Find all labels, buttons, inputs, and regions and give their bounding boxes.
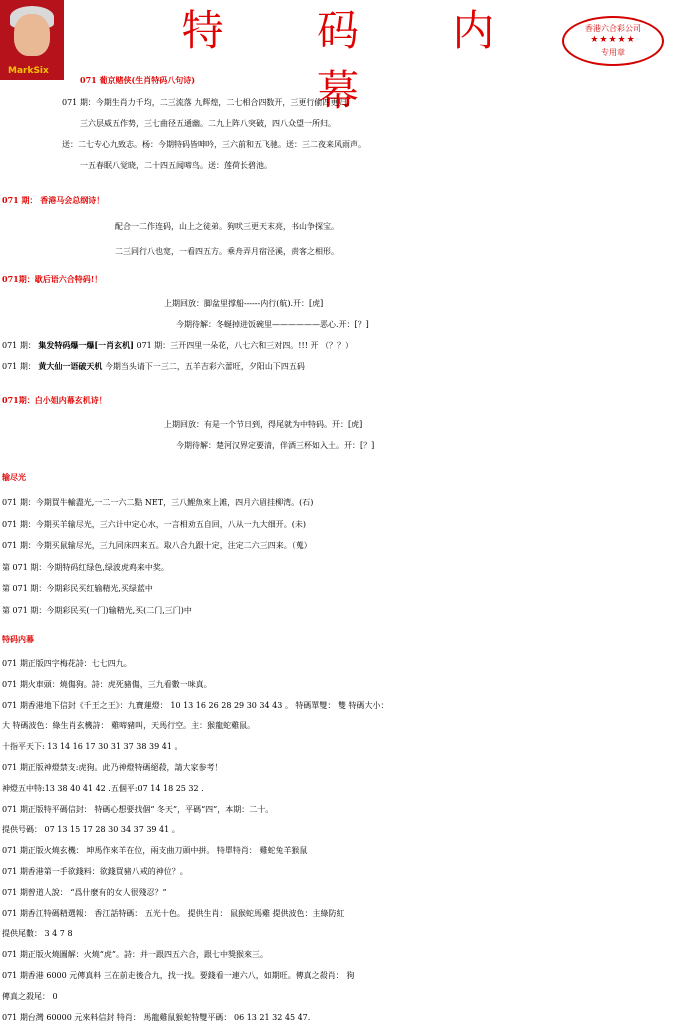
list-item: 071 期正版神燈禁支:虎狗。此乃神燈特碼絕殺，請大家参考！: [2, 762, 223, 772]
poem-line: 配合一二作连码，山上之徒弟。狗吠三更天末亮，书山争探宝。: [115, 222, 339, 231]
list-item: 071 期火車頭：燒傷狗。詩：虎死豬傷，三九看數一味真。: [2, 679, 212, 689]
list-item: 071 期正版火燒圖解：火燒“虎”。詩：并一跟四五六合，跟七中獎猴來三。: [2, 950, 268, 960]
section-lose-all: [0, 462, 690, 621]
poem-line: 送：二七专心九致志。杨：今期特码皆呻吟，三六前和五飞驰。送：三二夜来风雨声。: [62, 140, 366, 149]
list-item: 071 期正版特平碼信封： 特碼心想要找個“ 冬天”，平碼“四”，本期：二十。: [2, 804, 274, 814]
section-jockey-club-poem: [0, 186, 690, 264]
list-item: 071 期香港第一手欲錢料：欲錢買豬八戒的神位？。: [2, 866, 188, 876]
portrait-face: [14, 14, 50, 56]
section-heading: 071期：歇后语六合特码!！: [2, 274, 103, 284]
poem-line: 二三同行八也宽，一看四五方。乘舟弄月宿泾溪，责客之相形。: [115, 247, 339, 256]
list-item: 071 期正版火燒玄機： 坤馬作來羊在位，兩支曲刀頭中拼。 特單特肖： 雞蛇兔羊猴鼠: [2, 846, 308, 856]
highlight-text: 黄大仙一语破天机: [38, 361, 103, 371]
period-label: 071 期：: [2, 362, 36, 371]
list-item: 071 期：今期买羊输尽光，三六计中定心水，一言相劝五自回，八从一九大细开。(未): [2, 519, 307, 529]
list-item: 第 071 期：今期彩民买(一门)输精光,买(二门,三门)中: [2, 605, 192, 615]
period-label: 071 期：: [2, 341, 36, 350]
poem-line: 071 期：今期生肖力千均，二三流落 九辉煌，二七相合四数开，三更行偷四更归。: [62, 98, 355, 107]
section-special-code-insider: [0, 624, 690, 1028]
list-item: 071 期正版四字梅花詩：七七四九。: [2, 659, 132, 668]
seal-bottom-text: 专用章: [601, 48, 625, 57]
list-item: 傳真之殺尾： 0: [2, 991, 58, 1001]
page-title: 特 码 内 幕: [181, 6, 535, 115]
proverb-row: [0, 335, 690, 356]
list-item: 071 期香江特碼精選報： 香江話特碼： 五光十色。 提供生肖： 鼠猴蛇馬雞 提供波色：主綠防紅: [2, 908, 345, 918]
list-item: 提供号碼： 07 13 15 17 28 30 34 37 39 41 。: [2, 825, 180, 835]
poem-line: 三六层威五作势，三七曲径五通幽。二九上阵八突破，四八众望一所归。: [80, 119, 336, 128]
list-item: 071 期香港 6000 元傳真料 三在前走後合九，找一找。要錢看一連六八，如期旺。傳真之殺肖： 狗: [2, 970, 355, 980]
section-gambler-poem: [0, 68, 690, 176]
section-miss-white: [0, 386, 690, 456]
seal-stars: ★★★★★: [590, 35, 636, 45]
this-period-riddle: 今期待解：楚河汉界定要清，伴酒三杯如入土。开：[？]: [176, 441, 375, 450]
list-item: 071 期：今期买鼠输尽光，三九同床四来五。取八合九跟十定，注定二六三四来。（蒐）: [2, 541, 312, 550]
last-period-replay: 上期回放：有是一个节日到，得尾就为中特码。开：[虎]: [164, 420, 363, 429]
company-seal: [562, 16, 664, 66]
list-item: 十指平天下: 13 14 16 17 30 31 37 38 39 41 。: [2, 742, 183, 752]
highlight-text: 集发特码爆一爆[一肖玄机]: [38, 340, 134, 350]
list-item: 071 期台灣 60000 元來料信封 特肖： 馬龍雞鼠猴蛇特雙平碼： 06 13 21 32 45 47.: [2, 1012, 311, 1022]
list-item: 071 期：今期買牛輸盡光,一二一六二點 NET，三八鯉魚來上滩，四月六眉挂柳湾。(石): [2, 498, 314, 507]
row-text: 071 期：三开四里一朵花，八七六和三对四。!!! 开 （？？）: [136, 341, 354, 350]
list-item: 第 071 期：今期彩民买红输精光,买绿蓝中: [2, 584, 153, 593]
section-heading: 071期：白小姐内幕玄机诗！: [2, 395, 107, 405]
list-item: 第 071 期：今期特码红绿色,绿波虎鸡来中奖。: [2, 562, 169, 572]
list-item: 071 期曾道人說： “爲什麼有的女人很殘忍？”: [2, 887, 167, 897]
photo-watermark: MarkSix: [8, 66, 49, 76]
poem-line: 一五春眠八觉晓，二十四五闻啼鸟。送：莲荷长碧池。: [80, 161, 272, 170]
section-heading: 071 葡京赌侠(生肖特码八句诗): [80, 75, 196, 85]
section-heading: 071 期： 香港马会总纲诗！: [2, 195, 105, 205]
section-heading: 输尽光: [2, 472, 26, 482]
list-item: 大 特碼波色：綠生肖玄機詩： 雞啼豬叫，天馬行空。主：猴龍蛇雞鼠。: [2, 721, 256, 731]
list-item: 071 期香港地下信封《千王之王》：九寶蓮燈： 10 13 16 26 28 29 30 34 43 。 特碼單雙： 雙 特碼大小：: [2, 700, 389, 710]
list-item: 神燈五中特:13 38 40 41 42 .五個平:07 14 18 25 32 .: [2, 783, 204, 793]
this-period-riddle: 今期待解：冬蜒掉进饭碗里——————恶心.开：[？]: [176, 320, 369, 329]
row-text: 今期当头请下一三二，五羊吉彩六蕾旺，夕阳山下四五码: [104, 362, 305, 371]
seal-top-text: 香港六合彩公司: [585, 24, 641, 33]
last-period-replay: 上期回放：脚盆里撑船------内行(航).开：[虎]: [164, 299, 324, 308]
section-proverb: [0, 265, 690, 377]
proverb-row: [0, 356, 690, 377]
section-heading: 特码内幕: [2, 634, 34, 644]
list-item: 提供尾數： 3 4 7 8: [2, 929, 73, 939]
